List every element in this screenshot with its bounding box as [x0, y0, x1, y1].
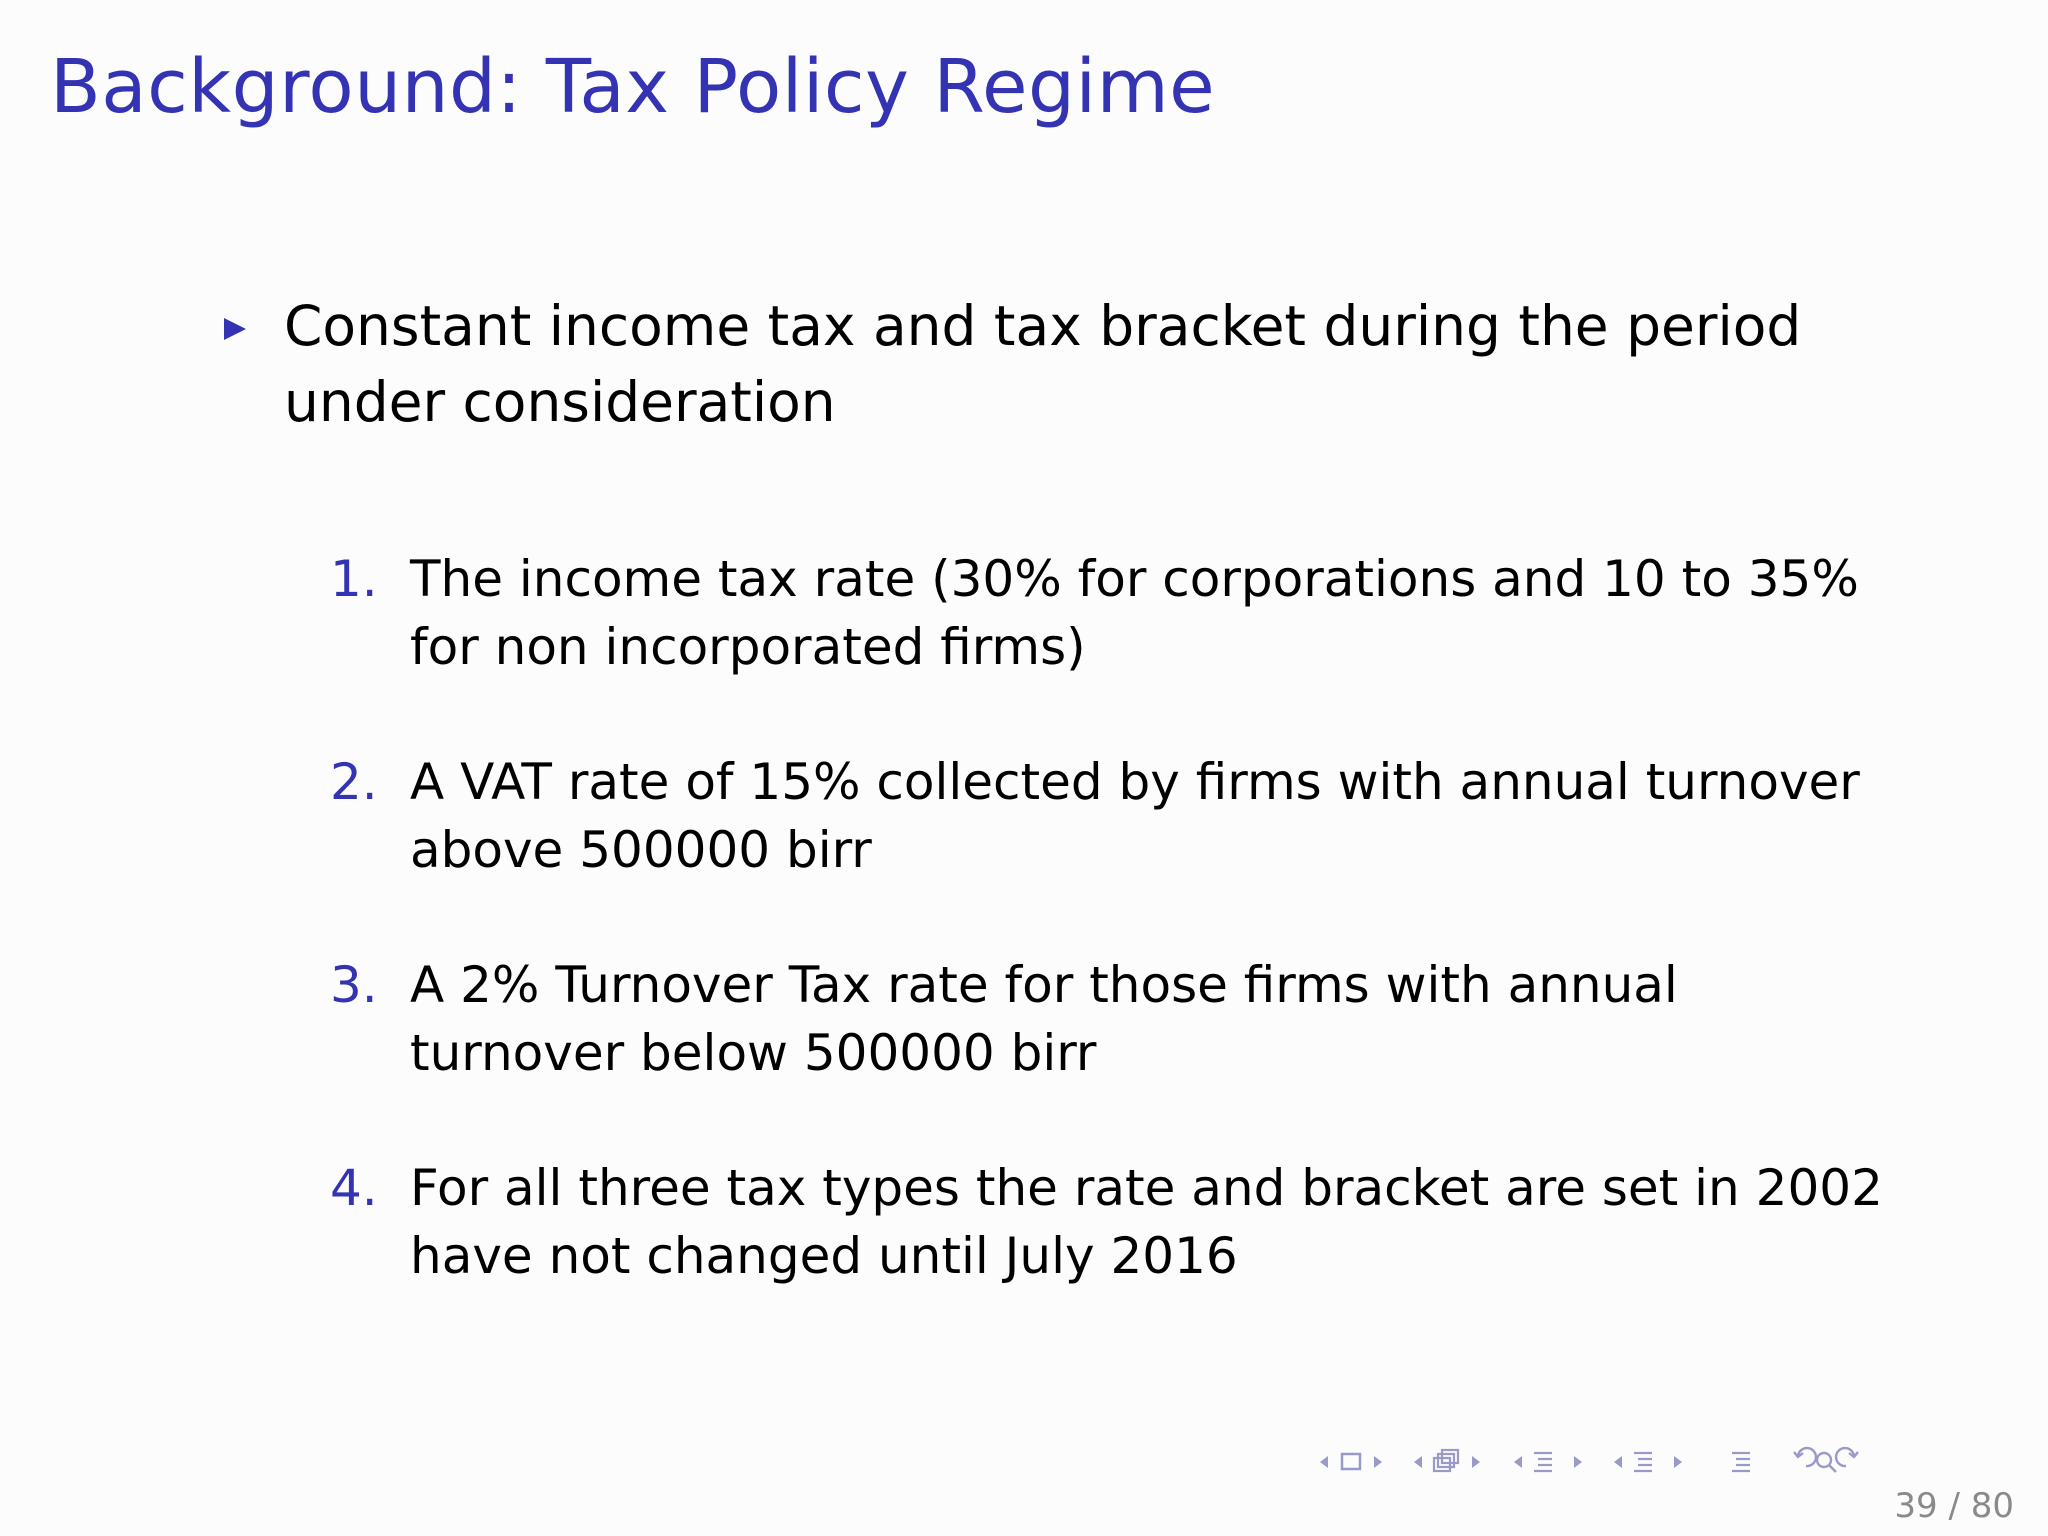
- list-item: [330, 748, 1890, 884]
- frame-prev-icon[interactable]: [1320, 1456, 1328, 1468]
- list-item: [330, 1154, 1890, 1290]
- frame-icon[interactable]: [1342, 1454, 1360, 1469]
- subsection2-prev-icon[interactable]: [1614, 1456, 1622, 1468]
- subsection-icon[interactable]: [1434, 1450, 1458, 1471]
- toc-icon[interactable]: [1732, 1453, 1750, 1471]
- beamer-navigation: [1316, 1444, 2036, 1480]
- section-prev-icon[interactable]: [1514, 1456, 1522, 1468]
- back-icon[interactable]: [1794, 1448, 1816, 1466]
- list-item-text: A VAT rate of 15% collected by firms with annual turnover above 500000 birr: [410, 753, 1860, 879]
- bullet-list: [222, 288, 1882, 440]
- subsection2-icon[interactable]: [1634, 1453, 1652, 1471]
- slide-title: Background: Tax Policy Regime: [50, 44, 1216, 130]
- search-icon[interactable]: [1817, 1453, 1836, 1472]
- frame-next-icon[interactable]: [1374, 1456, 1382, 1468]
- list-item: [330, 545, 1890, 681]
- subsection-next-icon[interactable]: [1472, 1456, 1480, 1468]
- bullet-item: [222, 288, 1882, 440]
- page-number: 39 / 80: [1894, 1486, 2014, 1526]
- list-item-text: For all three tax types the rate and bracket are set in 2002 have not changed until July 2016: [410, 1159, 1883, 1285]
- list-item-text: The income tax rate (30% for corporations and 10 to 35% for non incorporated firms): [410, 550, 1859, 676]
- subsection2-next-icon[interactable]: [1674, 1456, 1682, 1468]
- list-item-number: 1.: [330, 550, 378, 608]
- bullet-text: Constant income tax and tax bracket during the period under consideration: [284, 294, 1802, 434]
- list-item-number: 2.: [330, 753, 378, 811]
- list-item-text: A 2% Turnover Tax rate for those firms with annual turnover below 500000 birr: [410, 956, 1678, 1082]
- section-next-icon[interactable]: [1574, 1456, 1582, 1468]
- list-item-number: 4.: [330, 1159, 378, 1217]
- subsection-prev-icon[interactable]: [1414, 1456, 1422, 1468]
- triangle-bullet-icon: [222, 288, 284, 346]
- list-item-number: 3.: [330, 956, 378, 1014]
- list-item: [330, 951, 1890, 1087]
- section-icon[interactable]: [1534, 1453, 1552, 1471]
- forward-icon[interactable]: [1836, 1448, 1858, 1466]
